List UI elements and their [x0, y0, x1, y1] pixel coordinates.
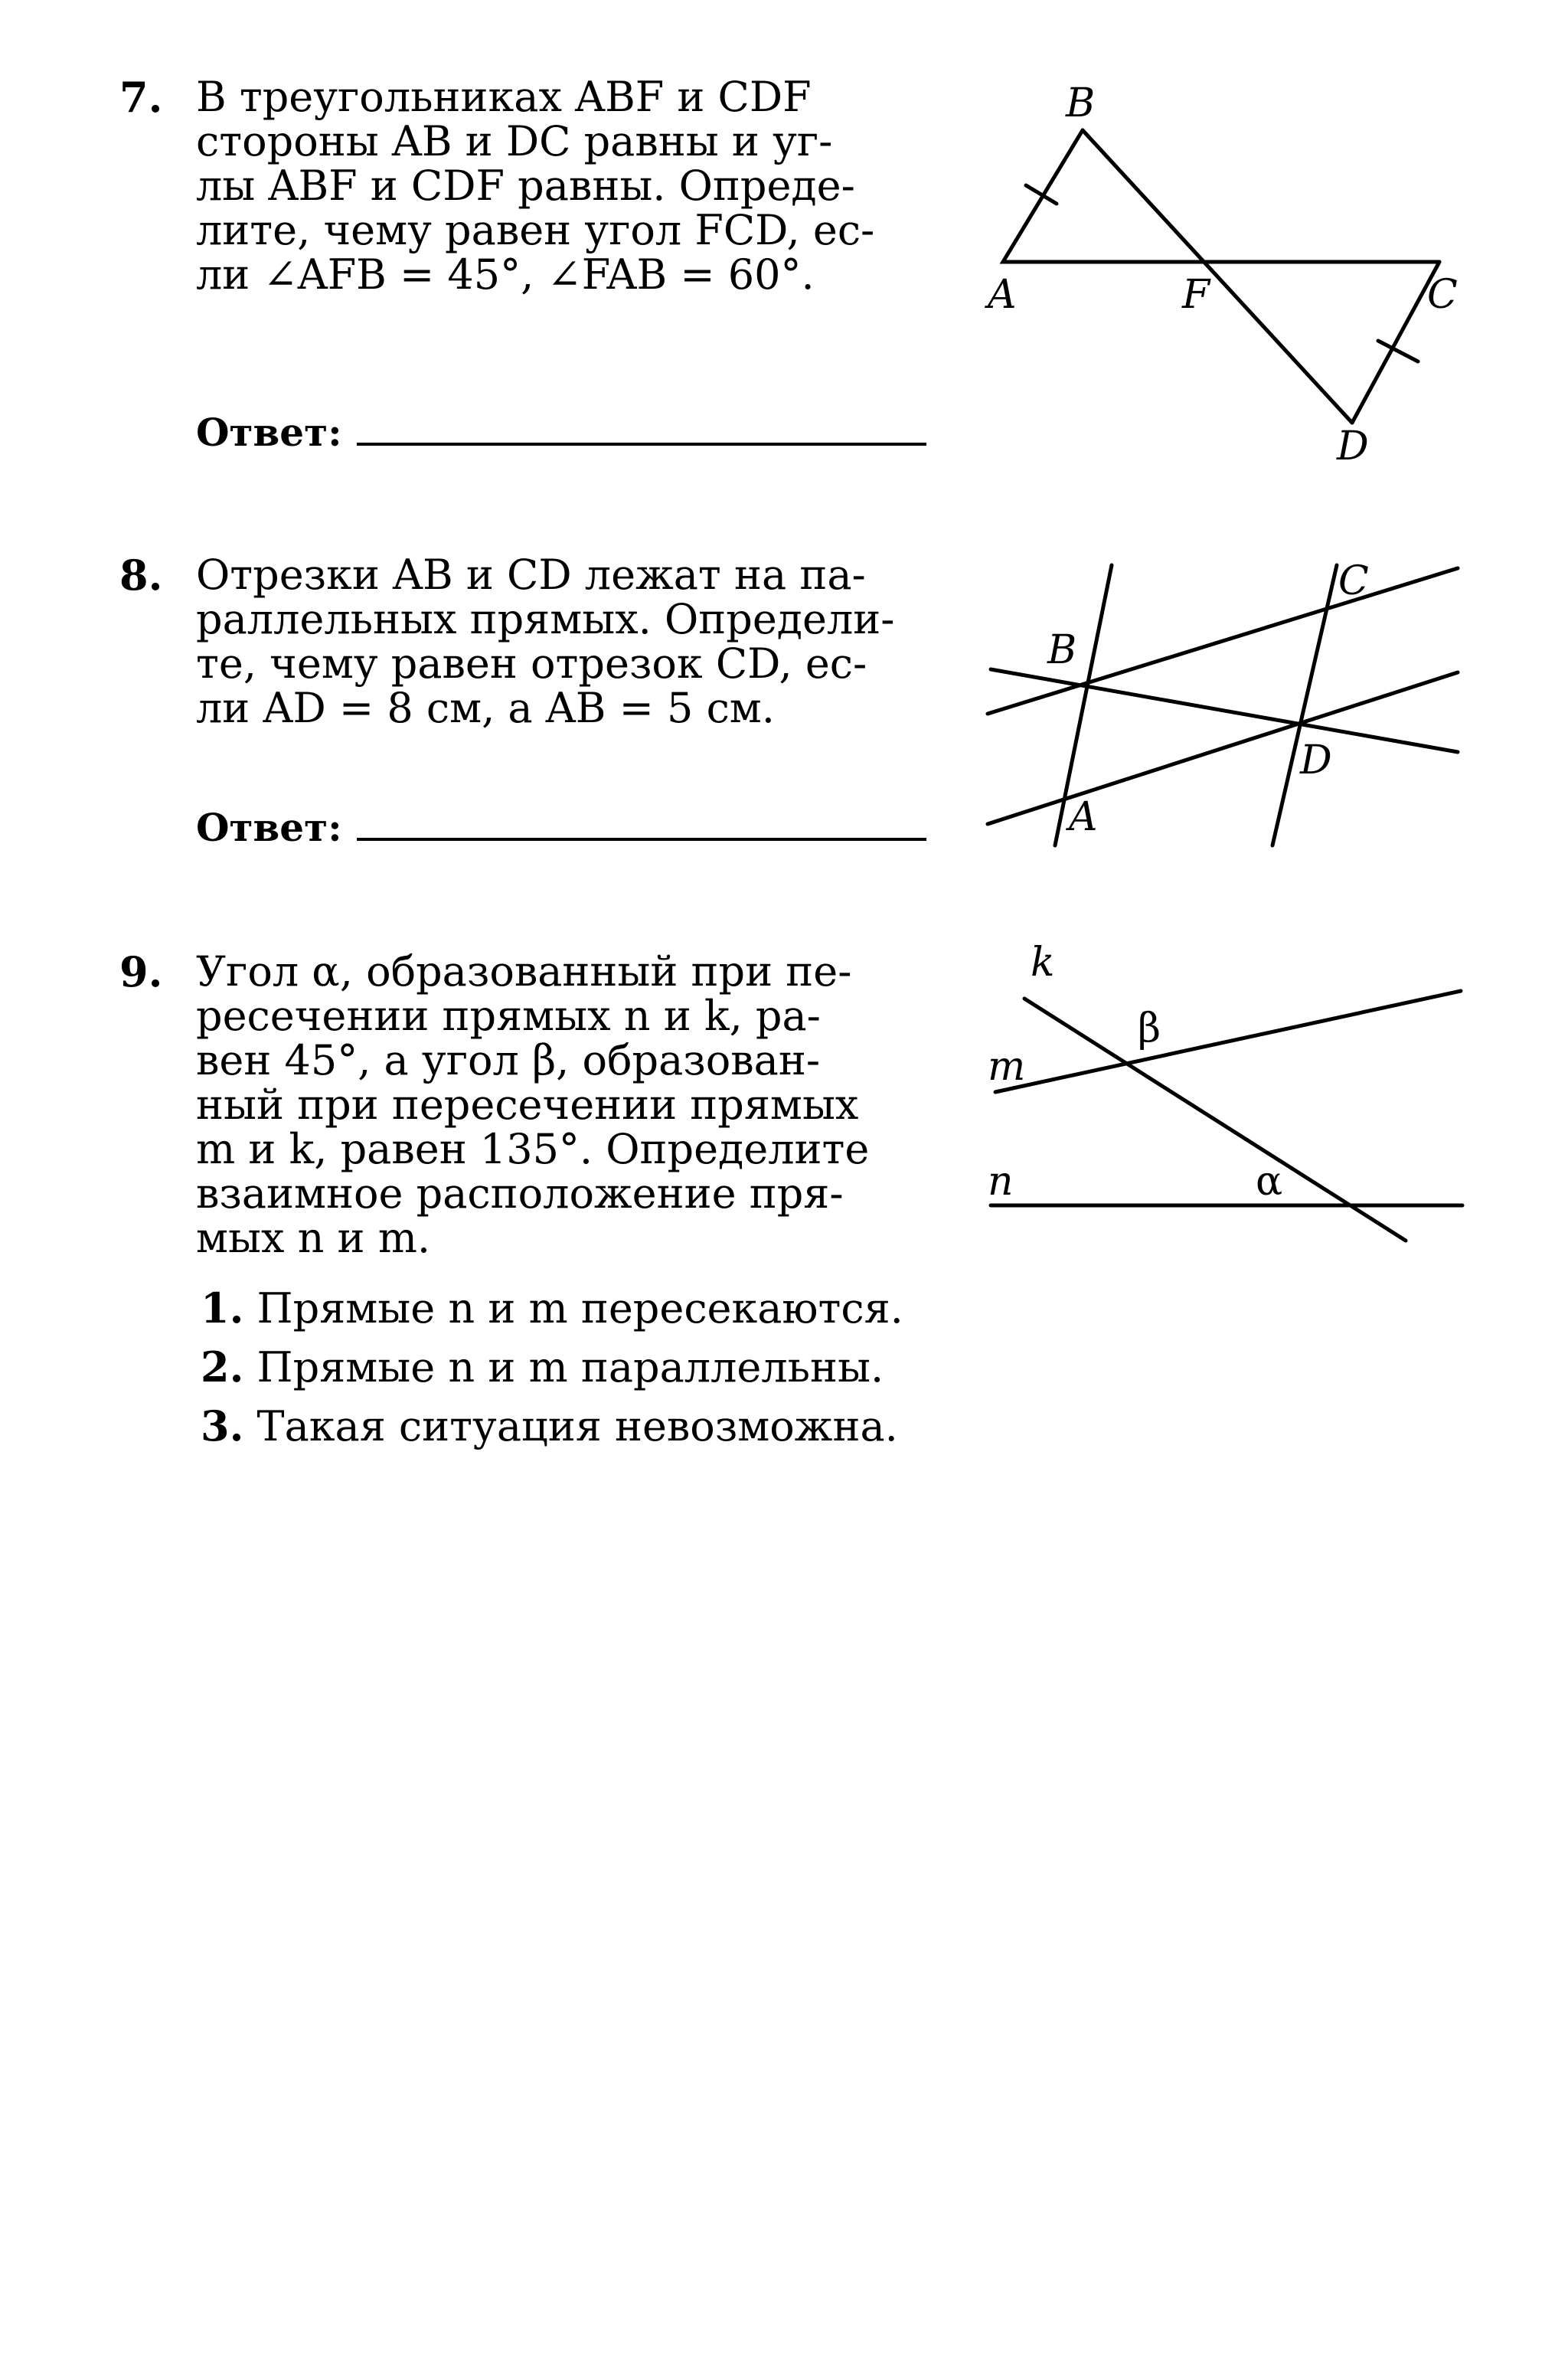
- option-number: 2.: [201, 1342, 244, 1391]
- segment-cd: [1352, 262, 1439, 423]
- segment-line-bd: [991, 669, 1458, 752]
- label-a: A: [1069, 794, 1098, 840]
- option-text: Такая ситуация невозможна.: [256, 1402, 898, 1450]
- option-2[interactable]: [201, 1338, 951, 1397]
- option-1[interactable]: [201, 1279, 951, 1338]
- line-m: [995, 991, 1461, 1092]
- option-number: 3.: [201, 1401, 244, 1450]
- problem-8-line: те, чему равен отрезок CD, ес-: [196, 639, 867, 688]
- label-b: B: [1066, 80, 1096, 126]
- problem-8-line: раллельных прямых. Определи-: [196, 595, 895, 643]
- problem-8-text: [196, 553, 928, 731]
- problem-8-line: ли AD = 8 см, а AB = 5 см.: [196, 684, 775, 732]
- label-a: A: [988, 272, 1017, 318]
- problem-7-answer-label: Ответ:: [196, 410, 342, 455]
- problem-8-answer-label: Ответ:: [196, 805, 342, 850]
- label-m: m: [988, 1044, 1026, 1090]
- problem-8-line: Отрезки AB и CD лежат на па-: [196, 551, 866, 599]
- problem-7-figure: [980, 77, 1470, 475]
- label-b: B: [1047, 627, 1077, 673]
- label-c: C: [1427, 272, 1458, 318]
- problem-9-number: 9.: [119, 947, 163, 996]
- problem-9-figure: [972, 942, 1478, 1264]
- problem-7-line: лы ABF и CDF равны. Опреде-: [196, 162, 855, 210]
- problem-8-figure: [972, 551, 1478, 858]
- problem-7-line: стороны AB и DC равны и уг-: [196, 117, 833, 165]
- problem-7-line: лите, чему равен угол FCD, ес-: [196, 206, 875, 254]
- problem-9-line: ный при пересечении прямых: [196, 1081, 859, 1129]
- problem-9-text: [196, 947, 928, 1262]
- label-n: n: [988, 1159, 1014, 1205]
- label-d: D: [1337, 423, 1369, 469]
- problem-8-number: 8.: [119, 551, 163, 600]
- label-c: C: [1338, 558, 1369, 604]
- problem-9-line: мых n и m.: [196, 1214, 431, 1262]
- problem-8-answer-field[interactable]: [357, 838, 926, 841]
- label-k: k: [1031, 942, 1055, 986]
- option-number: 1.: [201, 1283, 244, 1333]
- problem-9-line: ресечении прямых n и k, ра-: [196, 992, 821, 1040]
- parallel-line-ad: [988, 672, 1458, 824]
- problem-7-line: В треугольниках ABF и CDF: [196, 73, 812, 121]
- problem-9-options: [201, 1279, 951, 1456]
- tick-mark-cd: [1378, 341, 1418, 361]
- problem-7-line: ли ∠AFB = 45°, ∠FAB = 60°.: [196, 250, 815, 299]
- problem-9-line: m и k, равен 135°. Определите: [196, 1125, 870, 1173]
- problem-7-text: [196, 75, 928, 297]
- option-text: Прямые n и m параллельны.: [256, 1343, 884, 1391]
- label-beta: β: [1138, 1006, 1161, 1051]
- problem-9-line: Угол α, образованный при пе-: [196, 947, 852, 996]
- problem-7-number: 7.: [119, 73, 163, 122]
- problem-9-line: вен 45°, а угол β, образован-: [196, 1036, 821, 1084]
- label-f: F: [1182, 272, 1210, 318]
- option-3[interactable]: [201, 1397, 951, 1456]
- problem-9-line: взаимное расположение пря-: [196, 1169, 844, 1218]
- label-alpha: α: [1256, 1159, 1283, 1205]
- segment-bd: [1083, 130, 1352, 423]
- problem-7-answer-field[interactable]: [357, 443, 926, 446]
- option-text: Прямые n и m пересекаются.: [256, 1284, 903, 1333]
- label-d: D: [1300, 737, 1332, 783]
